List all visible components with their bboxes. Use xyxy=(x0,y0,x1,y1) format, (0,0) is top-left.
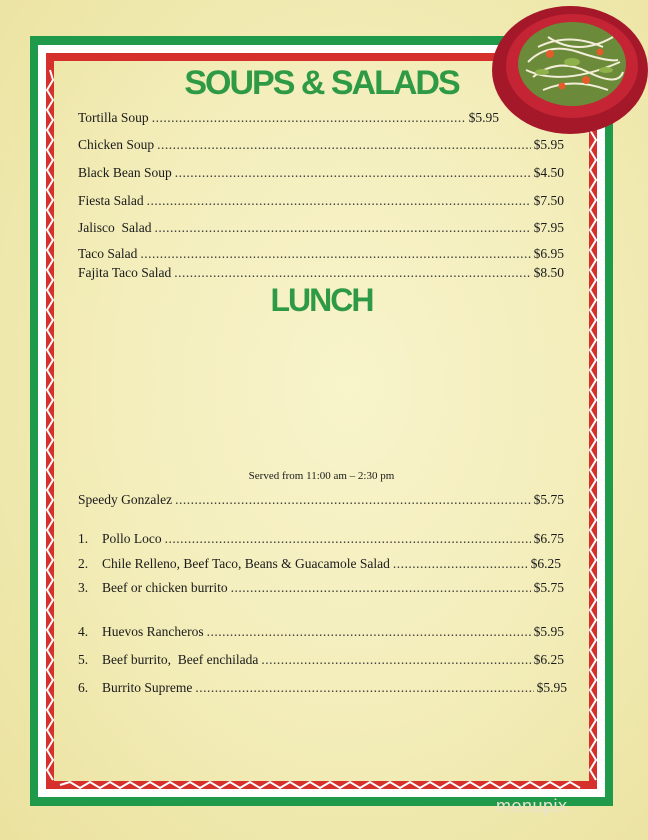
dot-leader xyxy=(175,165,531,181)
dot-leader xyxy=(195,680,533,696)
soup-item-name: Chicken Soup xyxy=(78,137,155,152)
lunch-item-name: Huevos Rancheros xyxy=(102,624,204,639)
watermark-logo: menupix xyxy=(496,796,568,816)
lunch-item-number: 1. xyxy=(78,531,89,546)
lunch-item-number: 3. xyxy=(78,580,89,595)
lunch-item-number: 4. xyxy=(78,624,89,639)
lunch-item-number: 6. xyxy=(78,680,89,695)
lunch-served-hours: Served from 11:00 am – 2:30 pm xyxy=(248,470,395,482)
lunch-item-name: Speedy Gonzalez xyxy=(78,492,173,507)
lunch-item-name: Burrito Supreme xyxy=(102,680,193,695)
section-title-soups-salads: SOUPS & SALADS xyxy=(184,64,459,102)
lunch-item xyxy=(78,531,564,547)
soup-item-name: Jalisco Salad xyxy=(78,220,152,235)
lunch-item xyxy=(78,556,561,572)
dot-leader xyxy=(231,580,531,596)
lunch-item xyxy=(78,580,564,596)
soup-item-name: Tortilla Soup xyxy=(78,110,149,125)
soup-item-price: $4.50 xyxy=(533,165,564,180)
soup-item-price: $7.95 xyxy=(533,220,564,235)
soup-item xyxy=(78,220,564,236)
lunch-item-name: Pollo Loco xyxy=(102,531,162,546)
soup-item-name: Taco Salad xyxy=(78,246,138,261)
lunch-item xyxy=(78,492,564,508)
dot-leader xyxy=(147,193,531,209)
dot-leader xyxy=(174,265,530,281)
soup-item-price: $7.50 xyxy=(533,193,564,208)
soup-item xyxy=(78,193,564,209)
section-title-lunch: LUNCH xyxy=(270,282,373,318)
lunch-item-price: $6.25 xyxy=(530,556,561,571)
soup-item-price: $5.95 xyxy=(468,110,499,125)
lunch-item xyxy=(78,652,564,668)
lunch-item-number: 5. xyxy=(78,652,89,667)
soup-item-name: Black Bean Soup xyxy=(78,165,172,180)
lunch-item-name: Beef or chicken burrito xyxy=(102,580,228,595)
dot-leader xyxy=(207,624,531,640)
lunch-item-price: $6.75 xyxy=(533,531,564,546)
soup-item-price: $5.95 xyxy=(533,137,564,152)
lunch-item-price: $6.25 xyxy=(533,652,564,667)
lunch-item xyxy=(78,680,567,696)
soup-item xyxy=(78,165,564,181)
dot-leader xyxy=(140,246,530,262)
soup-item xyxy=(78,265,564,281)
lunch-item-price: $5.75 xyxy=(533,492,564,507)
soup-item xyxy=(78,246,564,262)
soup-item-price: $6.95 xyxy=(533,246,564,261)
dot-leader xyxy=(155,220,531,236)
soup-item xyxy=(78,137,564,153)
dot-leader xyxy=(157,137,531,153)
lunch-item-price: $5.95 xyxy=(533,624,564,639)
lunch-item-price: $5.95 xyxy=(536,680,567,695)
dot-leader xyxy=(165,531,531,547)
dot-leader xyxy=(261,652,530,668)
lunch-item-number: 2. xyxy=(78,556,89,571)
dot-leader xyxy=(175,492,531,508)
soup-item-name: Fiesta Salad xyxy=(78,193,144,208)
soup-item-name: Fajita Taco Salad xyxy=(78,265,172,280)
soup-item xyxy=(78,110,499,126)
lunch-item xyxy=(78,624,564,640)
dot-leader xyxy=(152,110,466,126)
lunch-item-name: Beef burrito, Beef enchilada xyxy=(102,652,259,667)
soup-item-price: $8.50 xyxy=(533,265,564,280)
lunch-item-name: Chile Relleno, Beef Taco, Beans & Guacamole Salad xyxy=(102,556,390,571)
dot-leader xyxy=(393,556,528,572)
lunch-item-price: $5.75 xyxy=(533,580,564,595)
